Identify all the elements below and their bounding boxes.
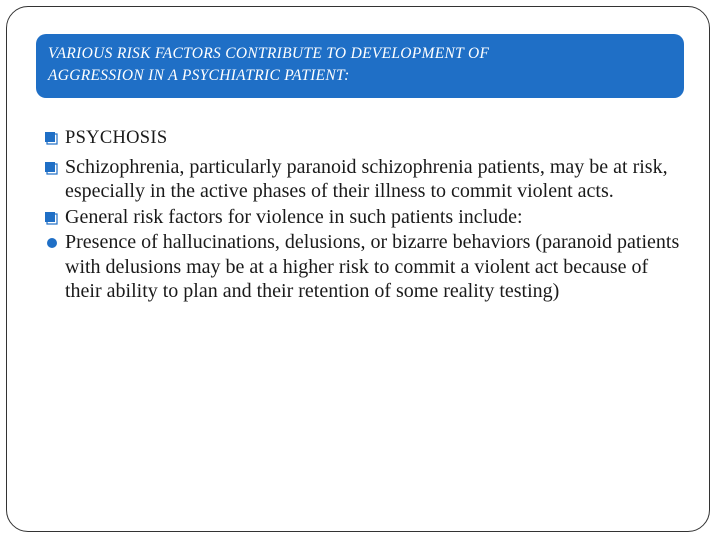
title-line-1: VARIOUS RISK FACTORS CONTRIBUTE TO DEVELOPMENT OF: [48, 45, 490, 62]
checkbox-bullet-icon: [44, 211, 58, 225]
dot-bullet-icon: [47, 238, 57, 248]
checkbox-bullet-icon: [44, 161, 58, 175]
list-item-text: PSYCHOSIS: [65, 128, 168, 148]
list-item-text: Schizophrenia, particularly paranoid schizophrenia patients, may be at risk, especially in the active phases of their illness to commit violent acts.: [65, 155, 668, 202]
list-item-text: Presence of hallucinations, delusions, or bizarre behaviors (paranoid patients with delusions may be at a higher risk to commit a violent act because of their ability to plan and their retention of some reality testing): [65, 231, 680, 302]
list-item-general-risk: [44, 205, 684, 230]
list-item-hallucinations: [44, 230, 684, 304]
checkbox-bullet-icon: [44, 131, 58, 145]
list-item-psychosis: [44, 125, 684, 151]
slide-content: [44, 125, 684, 304]
title-line-2: AGGRESSION IN A PSYCHIATRIC PATIENT:: [48, 67, 350, 84]
list-item-text: General risk factors for violence in such patients include:: [65, 205, 523, 228]
list-item-schizophrenia: [44, 155, 684, 204]
title-banner: [36, 34, 684, 98]
